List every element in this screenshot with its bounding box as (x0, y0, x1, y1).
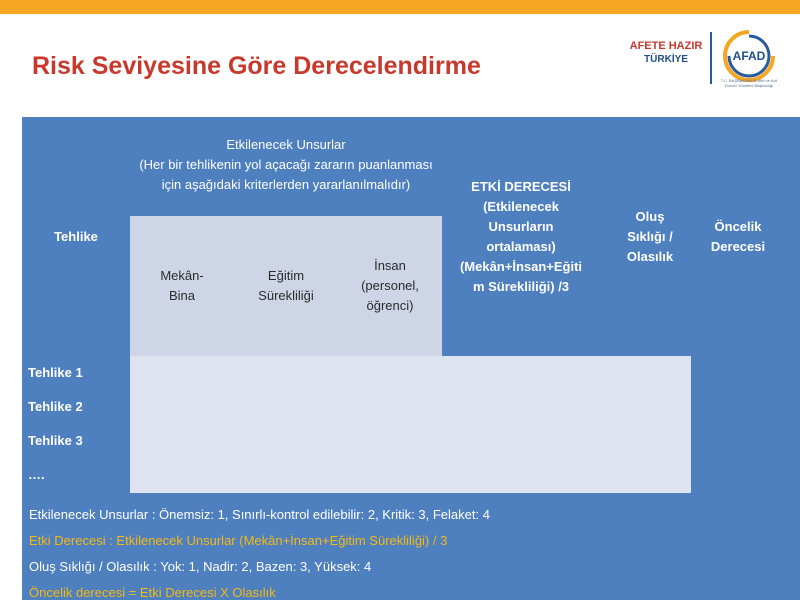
accent-bar (0, 0, 800, 14)
data-area-background (130, 356, 691, 493)
header-mekan-bina: Mekân- Bina (160, 268, 204, 303)
row-tehlike-3: Tehlike 3 (28, 433, 83, 448)
logo-line1: AFETE HAZIR (629, 40, 703, 52)
header-olus-sikligi: Oluş Sıklığı / Olasılık (626, 209, 674, 264)
row-tehlike-1: Tehlike 1 (28, 365, 83, 380)
logo-divider (710, 32, 712, 84)
legend-etki-derecesi: Etki Derecesi : Etkilenecek Unsurlar (Mekân+İnsan+Eğitim Sürekliliği) / 3 (29, 533, 448, 548)
legend-etkilenecek-unsurlar: Etkilenecek Unsurlar : Önemsiz: 1, Sınırlı-kontrol edilebilir: 2, Kritik: 3, Felaket: 4 (29, 507, 490, 522)
header-egitim-surekliligi: Eğitim Sürekliliği (258, 268, 314, 303)
afad-subtitle: T.C. BAŞBAKANLIK Afet ve Acil Durum Yönetimi Başkanlığı (720, 78, 778, 88)
row-ellipsis: …. (28, 467, 45, 482)
header-oncelik-derecesi: Öncelik Derecesi (710, 219, 766, 254)
header-insan: İnsan (personel, öğrenci) (361, 258, 419, 313)
rating-table (22, 117, 800, 600)
logo-line2: TÜRKİYE (644, 54, 688, 65)
row-tehlike-2: Tehlike 2 (28, 399, 83, 414)
afad-wordmark: AFAD (732, 49, 766, 63)
legend-olus-sikligi: Oluş Sıklığı / Olasılık : Yok: 1, Nadir: 2, Bazen: 3, Yüksek: 4 (29, 559, 372, 574)
header-etki-derecesi: ETKİ DERECESİ (Etkilenecek Unsurların ortalaması) (Mekân+İnsan+Eğiti m Sürekliliği) /3 (459, 179, 583, 294)
afete-hazir-logo (628, 40, 704, 66)
header-etkilenecek-unsurlar (130, 123, 442, 207)
header-etkilenecek-text: Etkilenecek Unsurlar (Her bir tehlikenin yol açacağı zararın puanlanması için aşağıdaki kriterlerden yararlanılmalıdır) (139, 137, 433, 192)
header-tehlike: Tehlike (54, 228, 98, 244)
legend-oncelik-derecesi: Öncelik derecesi = Etki Derecesi X Olasılık (29, 585, 276, 600)
slide-title: Risk Seviyesine Göre Derecelendirme (32, 52, 481, 80)
